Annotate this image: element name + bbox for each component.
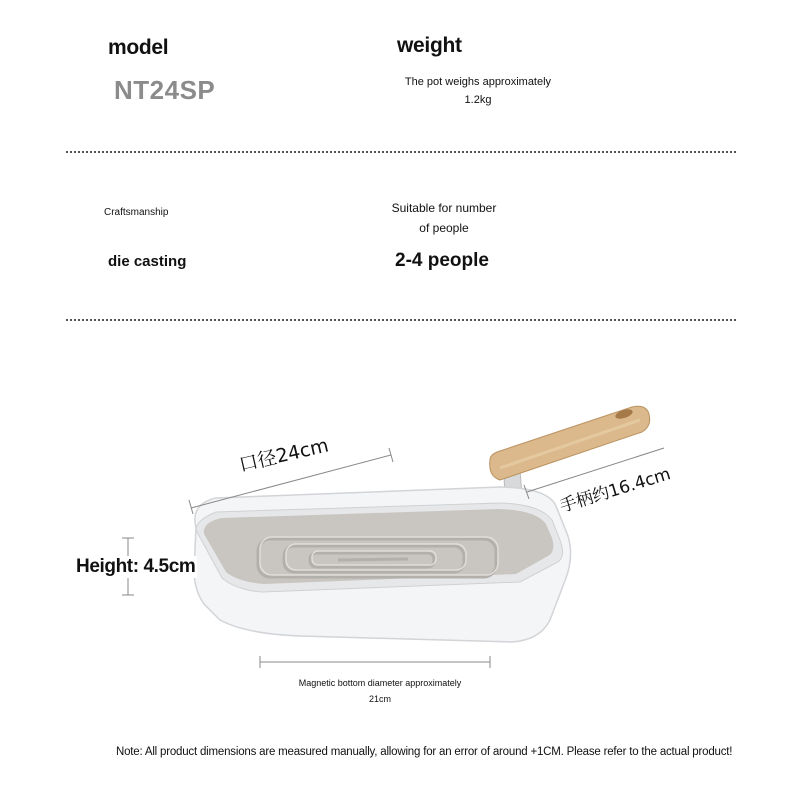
model-value: NT24SP	[114, 75, 216, 105]
weight-line-2: 1.2kg	[464, 94, 492, 106]
weight-label: weight	[397, 34, 462, 57]
weight-line-1: The pot weighs approximately	[404, 76, 552, 88]
bottom-diameter-label	[275, 675, 485, 707]
dimensions-disclaimer: Note: All product dimensions are measured manually, allowing for an error of around +1CM. Please refer to the actual product!	[116, 746, 733, 758]
people-label-line-1: Suitable for number	[391, 201, 497, 215]
bottom-diameter-line-2: 21cm	[368, 694, 391, 704]
craftsmanship-label: Craftsmanship	[104, 207, 169, 218]
handle-length-label: 手柄约16.4cm	[557, 464, 674, 517]
height-label: Height: 4.5cm	[76, 556, 196, 577]
bottom-diameter-line-1: Magnetic bottom diameter approximately	[298, 678, 462, 688]
craftsmanship-value: die casting	[108, 253, 187, 270]
pan-interior	[204, 509, 554, 584]
mouth-diameter-label: 口径24cm	[236, 434, 331, 477]
model-label: model	[108, 36, 169, 59]
people-label-line-2: of people	[419, 221, 469, 235]
people-value: 2-4 people	[395, 250, 489, 271]
